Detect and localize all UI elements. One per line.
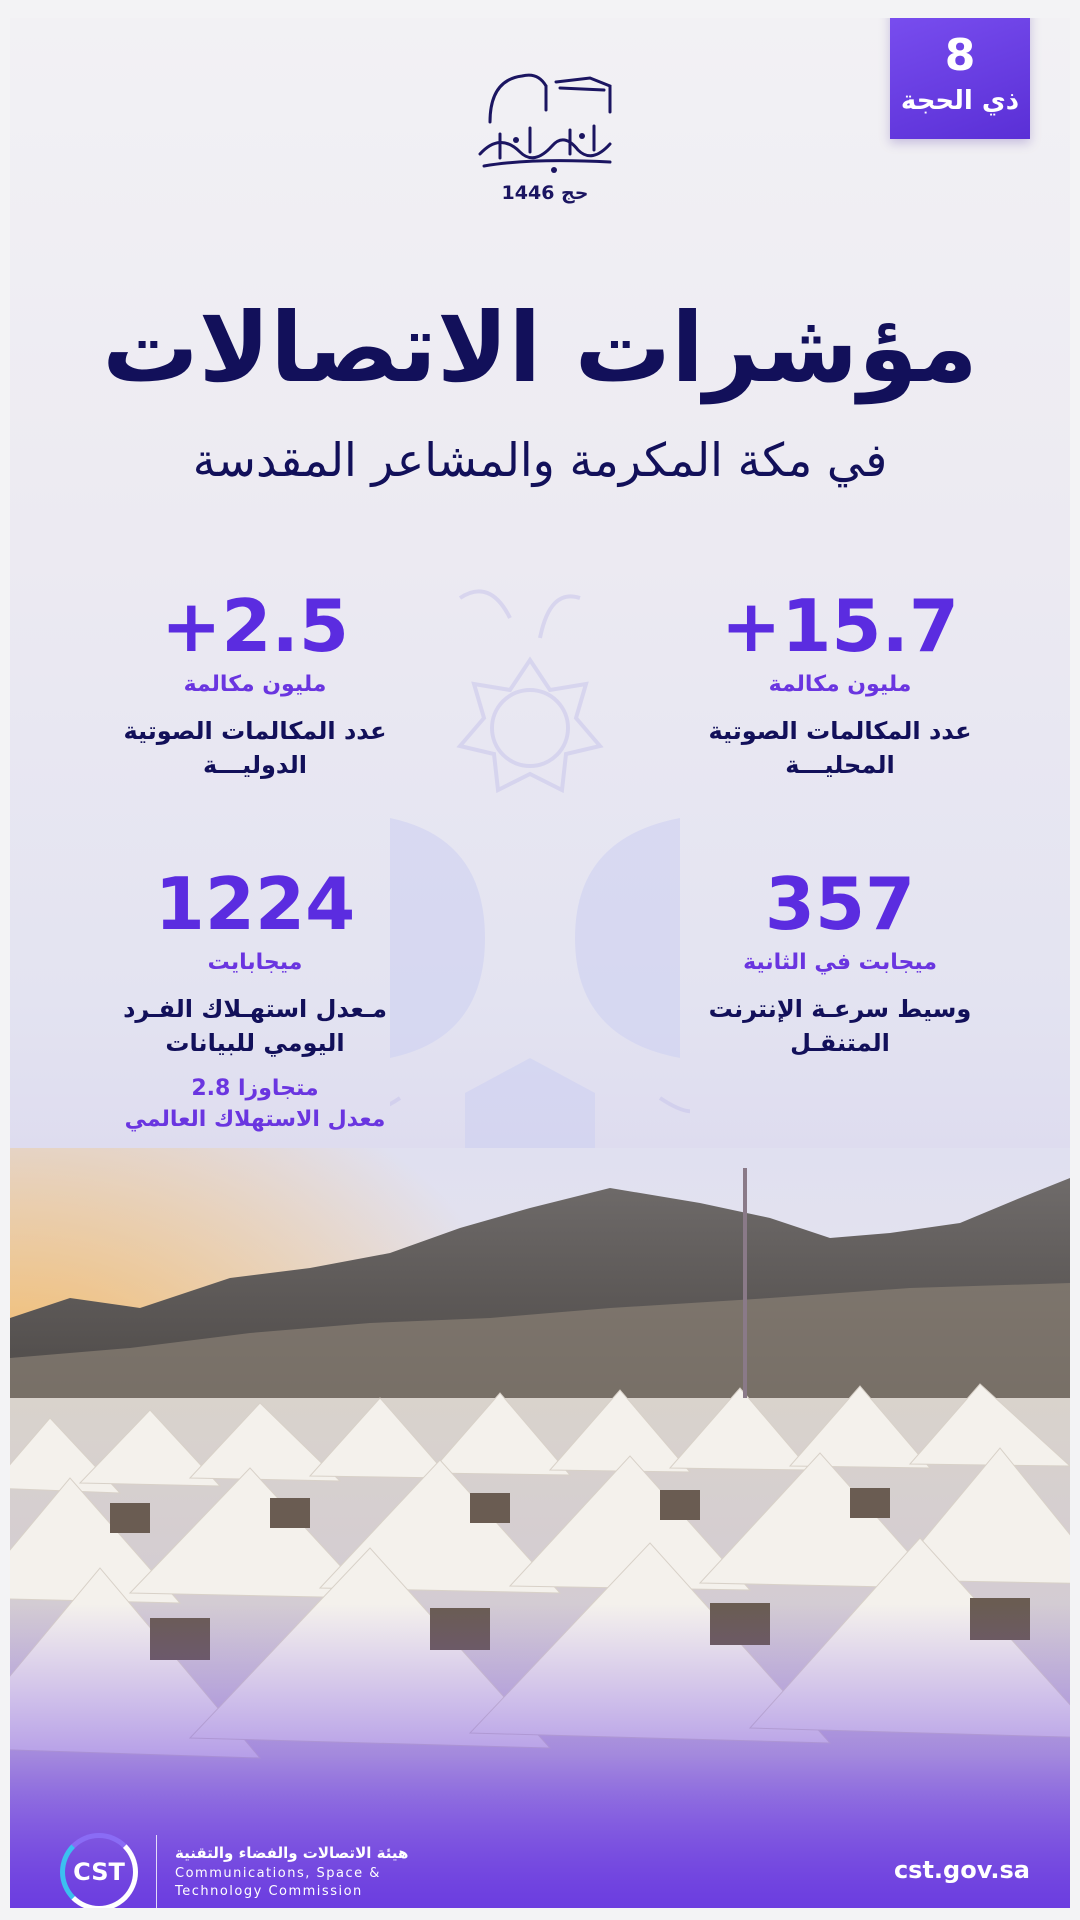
stat-label <box>660 715 1020 782</box>
page-title: مؤشرات الاتصالات <box>102 292 978 404</box>
date-day: 8 <box>944 30 976 81</box>
stat-label-line: وسيط سرعـة الإنترنت <box>708 995 972 1023</box>
stat-label-line: عدد المكالمات الصوتية <box>708 717 972 745</box>
hajj-calligraphy-logo-icon <box>460 62 630 180</box>
stat-label-line: اليومي للبيانات <box>165 1028 345 1057</box>
cst-logo-icon: CST <box>60 1833 138 1908</box>
stat-label-line: مـعدل استهـلاك الفـرد <box>123 995 387 1023</box>
stat-value: +2.5 <box>161 584 349 668</box>
org-name-en <box>175 1865 408 1900</box>
website-link[interactable]: cst.gov.sa <box>893 1856 1030 1884</box>
infographic-card <box>10 18 1070 1908</box>
stat-label <box>75 993 435 1060</box>
stat-label-line: المحليـــة <box>785 750 895 779</box>
stat-unit: مليون مكالمة <box>768 672 912 697</box>
stat-unit: ميجابايت <box>207 950 303 975</box>
stat-unit: ميجابت في الثانية <box>743 950 937 975</box>
stat-note <box>75 1074 435 1136</box>
page-subtitle: في مكة المكرمة والمشاعر المقدسة <box>192 433 888 487</box>
stat-local-calls <box>660 584 1020 782</box>
stat-note-line: متجاوزا 2.8 <box>191 1076 319 1102</box>
footer-divider <box>156 1835 157 1908</box>
hajj-year: حج 1446 <box>501 182 589 204</box>
stat-label <box>75 715 435 782</box>
stat-international-calls <box>75 584 435 782</box>
date-badge <box>890 18 1030 139</box>
org-name-en-line: Technology Commission <box>175 1883 363 1899</box>
organization-name <box>175 1844 408 1900</box>
stat-label-line: عدد المكالمات الصوتية <box>123 717 387 745</box>
org-name-ar: هيئة الاتصالات والفضاء والتقنية <box>175 1843 409 1862</box>
stat-label-line: المتنقـل <box>790 1028 890 1057</box>
ornament-watermark-icon <box>390 578 690 1198</box>
stat-label <box>660 993 1020 1060</box>
stat-note-line: معدل الاستهلاك العالمي <box>124 1106 386 1132</box>
stat-value: 357 <box>764 862 916 946</box>
stat-unit: مليون مكالمة <box>183 672 327 697</box>
stat-label-line: الدوليـــة <box>203 750 307 779</box>
date-month: ذي الحجة <box>900 86 1020 116</box>
stat-value: 1224 <box>154 862 356 946</box>
stat-value: +15.7 <box>721 584 959 668</box>
org-name-en-line: Communications, Space & <box>175 1865 381 1881</box>
mina-tents-photo <box>10 1148 1070 1908</box>
stat-mobile-internet-speed <box>660 862 1020 1060</box>
hajj-logo <box>450 62 640 222</box>
cst-footer-logo <box>60 1833 408 1908</box>
stat-data-consumption <box>75 862 435 1136</box>
